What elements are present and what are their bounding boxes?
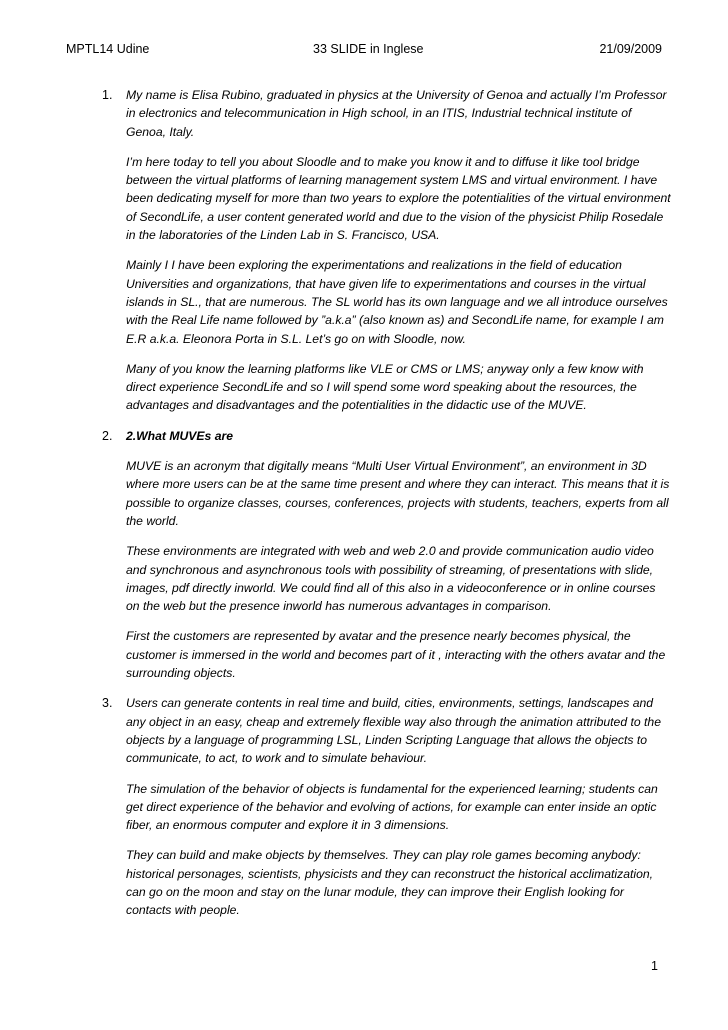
- paragraph: I’m here today to tell you about Sloodle and to make you know it and to diffuse it like tool bridge between the virtual platforms of learning management system LMS and virtual environment. I have been dedicating myself for more than two years to explore the potentialities of the virtual environment of SecondLife, a user content generated world and due to the vision of the physicist Philip Rosedale in the laboratories of the Linden Lab in S. Francisco, USA.: [126, 154, 671, 243]
- list-item-2: [96, 427, 671, 683]
- page-number: 1: [651, 959, 658, 973]
- paragraph: Many of you know the learning platforms like VLE or CMS or LMS; anyway only a few know with direct experience SecondLife and so I will spend some word speaking about the resources, the advantages and disadvantages and the potentialities in the didactic use of the MUVE.: [126, 361, 644, 413]
- list-number: 2.: [102, 428, 113, 443]
- list-number: 1.: [102, 88, 113, 102]
- list-item-3: [96, 694, 671, 919]
- paragraph: Users can generate contents in real time and build, cities, environments, settings, landscapes and any object in an easy, cheap and extremely flexible way also through the animation attributed to the objects by a language of programming LSL, Linden Scripting Language that allows the objects to communicate, to act, to work and to simulate behaviour.: [126, 696, 661, 766]
- paragraph: First the customers are represented by avatar and the presence nearly becomes physical, the customer is immersed in the world and becomes part of it , interacting with the others avatar and the surrounding objects.: [126, 629, 666, 681]
- page-header: [66, 40, 662, 58]
- paragraph: The simulation of the behavior of objects is fundamental for the experienced learning; students can get direct experience of the behavior and evolving of actions, for example can enter inside an optic fiber, an enormous computer and explore it in 3 dimensions.: [126, 781, 658, 833]
- paragraph: Mainly I I have been exploring the experimentations and realizations in the field of education Universities and organizations, that have given life to experimentations and courses in the virtual islands in SL., that are numerous. The SL world has its own language and we all introduce ourselves with the Real Life name followed by ”a.k.a” (also known as) and SecondLife name, for example I am E.R a.k.a. Eleonora Porta in S.L. Let’s go on with Sloodle, now.: [126, 258, 668, 346]
- section-heading: 2.What MUVEs are: [126, 428, 234, 443]
- paragraph: These environments are integrated with web and web 2.0 and provide communication audio video and synchronous and asynchronous tools with possibility of streaming, of presentations with slide, images, pdf directly inworld. We could find all of this also in a videoconference or in online courses on the web but the presence inworld has numerous advantages in comparison.: [126, 544, 656, 614]
- list-number: 3.: [102, 696, 113, 711]
- paragraph: MUVE is an acronym that digitally means “Multi User Virtual Environment”, an environment in 3D where more users can be at the same time present and where they can interact. This means that it is possible to organize classes, courses, conferences, projects with students, teachers, experts from all the world.: [126, 459, 670, 528]
- paragraph: They can build and make objects by themselves. They can play role games becoming anybody: historical personages, scientists, physicists and they can reconstruct the historical acclimatization, can go on the moon and stay on the lunar module, they can improve their English looking for contacts with people.: [126, 848, 654, 918]
- paragraph: My name is Elisa Rubino, graduated in physics at the University of Genoa and actually I’m Professor in electronics and telecommunication in High school, in an ITIS, Industrial technical institute of Genoa, Italy.: [126, 88, 667, 139]
- list-item-1: [96, 86, 671, 415]
- document-body: [96, 86, 671, 932]
- header-left-text: MPTL14 Udine: [66, 42, 150, 56]
- header-date-text: 21/09/2009: [599, 42, 662, 56]
- header-center-text: 33 SLIDE in Inglese: [313, 42, 424, 56]
